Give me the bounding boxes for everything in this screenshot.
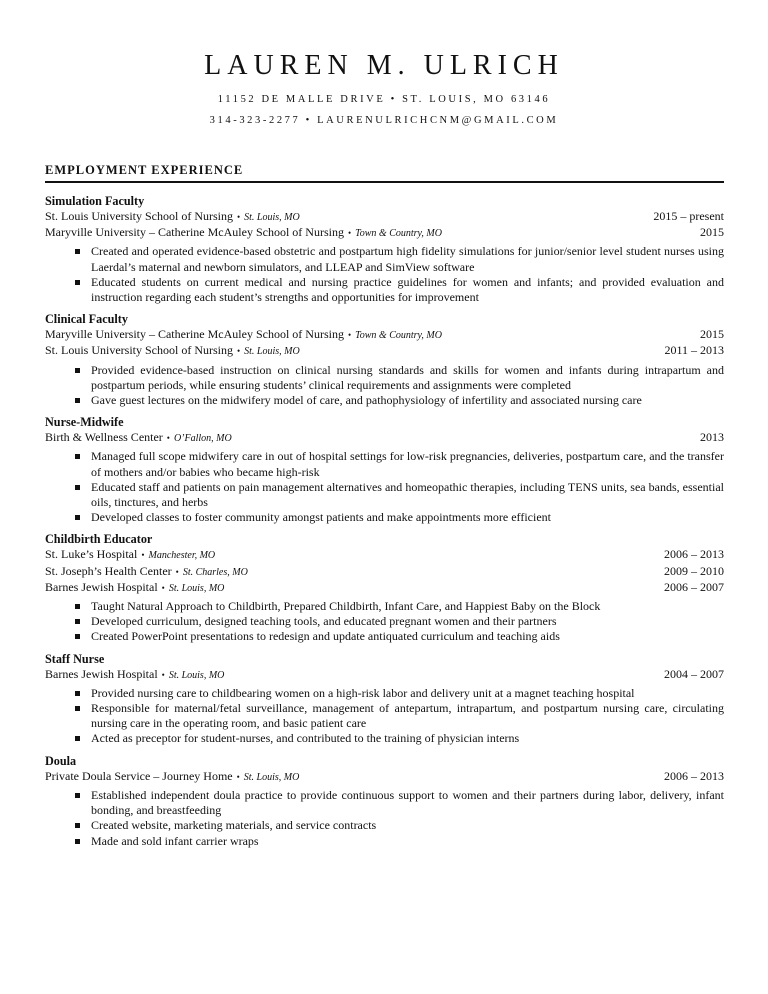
job-title: Clinical Faculty <box>45 312 128 327</box>
bullet-text: Developed classes to foster community amongst patients and make appointments more efficient <box>91 510 551 525</box>
bullet-text: Educated staff and patients on pain management alternatives and homeopathic therapies, including TENS units, sea bands, essential oils, tinctures, and herbs <box>91 479 724 510</box>
date-range: 2015 <box>700 327 724 342</box>
square-bullet-icon <box>75 398 80 403</box>
square-bullet-icon <box>75 839 80 844</box>
position-org-group <box>45 564 248 580</box>
bullet-item <box>45 788 724 818</box>
bullet-text: Responsible for maternal/fetal surveillance, management of antepartum, intrapartum, and postpartum nursing care, circulating nursing care in the operating room, and basic patient care <box>91 701 724 731</box>
address-line: 11152 DE MALLE DRIVE • ST. LOUIS, MO 63146 <box>217 94 551 105</box>
organization-name: St. Louis University School of Nursing <box>45 343 233 358</box>
resume-name: LAUREN M. ULRICH <box>204 50 564 81</box>
location: St. Louis, MO <box>168 582 225 594</box>
position-org-group <box>45 209 300 225</box>
section-title: EMPLOYMENT EXPERIENCE <box>45 163 244 177</box>
position-line <box>45 564 724 580</box>
organization-name: St. Louis University School of Nursing <box>45 209 233 223</box>
separator-dot: • <box>161 582 165 593</box>
position-org-group <box>45 430 232 446</box>
date-range: 2006 – 2007 <box>664 579 724 594</box>
square-bullet-icon <box>75 604 80 609</box>
date-range: 2015 <box>700 225 724 240</box>
bullet-item <box>45 834 724 849</box>
position-line <box>45 225 724 241</box>
job-title: Staff Nurse <box>45 651 105 666</box>
bullet-text: Provided evidence-based instruction on clinical nursing standards and skills for women and infants during intrapartum and postpartum periods, while ensuring students’ clinical requirements and assignments were completed <box>91 362 724 392</box>
organization-name: Maryville University – Catherine McAuley School of Nursing <box>45 225 344 240</box>
square-bullet-icon <box>75 823 80 828</box>
location: St. Louis, MO <box>168 669 225 681</box>
square-bullet-icon <box>75 634 80 639</box>
position-org-group <box>45 769 299 785</box>
position-line <box>45 327 724 343</box>
square-bullet-icon <box>75 515 80 520</box>
bullet-text: Taught Natural Approach to Childbirth, Prepared Childbirth, Infant Care, and Happiest Baby on the Block <box>91 599 601 614</box>
bullet-text: Developed curriculum, designed teaching tools, and educated pregnant women and their partners <box>91 614 557 629</box>
square-bullet-icon <box>75 736 80 741</box>
separator-dot: • <box>236 771 240 782</box>
bullet-item <box>45 701 724 731</box>
separator-dot: • <box>166 433 170 444</box>
separator-dot: • <box>161 669 165 680</box>
job-title: Simulation Faculty <box>45 194 145 208</box>
organization-name: Barnes Jewish Hospital <box>45 666 158 681</box>
square-bullet-icon <box>75 619 80 624</box>
date-range: 2011 – 2013 <box>664 343 724 358</box>
date-range: 2013 <box>700 430 724 445</box>
square-bullet-icon <box>75 368 80 373</box>
organization-name: St. Joseph’s Health Center <box>45 563 172 578</box>
bullet-item <box>45 614 724 629</box>
position-org-group <box>45 667 224 683</box>
date-range: 2009 – 2010 <box>664 563 724 578</box>
bullet-item <box>45 275 724 305</box>
location: St. Charles, MO <box>182 566 248 578</box>
bullet-item <box>45 244 724 274</box>
square-bullet-icon <box>75 691 80 696</box>
bullet-list <box>45 363 724 409</box>
position-org-group <box>45 327 442 343</box>
bullet-item <box>45 363 724 393</box>
organization-name: St. Luke’s Hospital <box>45 547 138 562</box>
bullet-text: Gave guest lectures on the midwifery model of care, and pathophysiology of infertility and associated nursing care <box>91 393 642 408</box>
position-line <box>45 769 724 785</box>
bullet-list <box>45 244 724 305</box>
separator-dot: • <box>141 550 145 561</box>
location: Town & Country, MO <box>355 330 442 342</box>
job-entry <box>45 753 724 849</box>
position-line <box>45 667 724 683</box>
job-title: Childbirth Educator <box>45 532 153 547</box>
bullet-text: Made and sold infant carrier wraps <box>91 833 259 848</box>
square-bullet-icon <box>75 485 80 490</box>
bullet-text: Created and operated evidence-based obstetric and postpartum high fidelity simulations for junior/senior level student nurses using Laerdal’s maternal and newborn simulators, and LLEAP and SimView software <box>91 244 724 274</box>
position-org-group <box>45 343 300 359</box>
organization-name: Birth & Wellness Center <box>45 430 163 445</box>
section-divider <box>45 181 724 183</box>
bullet-list <box>45 449 724 525</box>
employment-list <box>45 193 724 855</box>
bullet-list <box>45 599 724 645</box>
organization-name: Maryville University – Catherine McAuley School of Nursing <box>45 327 344 342</box>
organization-name: Barnes Jewish Hospital <box>45 579 158 594</box>
position-line <box>45 430 724 446</box>
location: St. Louis, MO <box>244 346 300 358</box>
separator-dot: • <box>237 346 241 357</box>
job-entry <box>45 193 724 305</box>
separator-dot: • <box>175 566 179 577</box>
position-line <box>45 547 724 563</box>
square-bullet-icon <box>75 706 80 711</box>
job-entry <box>45 531 724 644</box>
bullet-item <box>45 686 724 701</box>
position-line <box>45 580 724 596</box>
position-org-group <box>45 580 224 596</box>
location: St. Louis, MO <box>244 212 300 223</box>
bullet-text: Managed full scope midwifery care in out of hospital settings for low-risk pregnancies, deliveries, postpartum care, and the transfer of mothers and/or babies who became high-risk <box>91 449 724 479</box>
organization-name: Private Doula Service – Journey Home <box>45 768 233 783</box>
bullet-item <box>45 449 724 479</box>
location: Manchester, MO <box>148 550 216 562</box>
bullet-list <box>45 788 724 849</box>
contact-line: 314-323-2277 • LAURENULRICHCNM@GMAIL.COM <box>209 115 559 126</box>
location: St. Louis, MO <box>243 771 300 783</box>
job-entry <box>45 311 724 408</box>
separator-dot: • <box>237 212 241 222</box>
square-bullet-icon <box>75 454 80 459</box>
bullet-item <box>45 731 724 746</box>
location: O’Fallon, MO <box>173 433 232 445</box>
bullet-item <box>45 393 724 408</box>
bullet-text: Acted as preceptor for student-nurses, and contributed to the training of physician interns <box>91 731 520 746</box>
separator-dot: • <box>347 228 352 239</box>
date-range: 2006 – 2013 <box>664 547 724 562</box>
job-entry <box>45 651 724 747</box>
bullet-item <box>45 599 724 614</box>
position-line <box>45 209 724 225</box>
location: Town & Country, MO <box>355 228 442 240</box>
bullet-item <box>45 629 724 644</box>
bullet-item <box>45 510 724 525</box>
date-range: 2015 – present <box>653 209 724 223</box>
job-title: Doula <box>45 753 77 768</box>
separator-dot: • <box>347 330 352 341</box>
job-title: Nurse-Midwife <box>45 415 124 430</box>
bullet-list <box>45 686 724 747</box>
bullet-text: Established independent doula practice to provide continuous support to women and their partners during labor, delivery, infant bonding, and breastfeeding <box>91 787 724 818</box>
bullet-item <box>45 480 724 510</box>
bullet-text: Created website, marketing materials, and service contracts <box>91 818 377 833</box>
bullet-text: Educated students on current medical and nursing practice guidelines for women and infants; and provided evaluation and instruction regarding each student’s strengths and opportunities for improvement <box>91 274 724 305</box>
date-range: 2006 – 2013 <box>664 768 724 783</box>
bullet-text: Created PowerPoint presentations to redesign and update antiquated curriculum and teaching aids <box>91 629 560 644</box>
date-range: 2004 – 2007 <box>664 666 724 681</box>
square-bullet-icon <box>75 249 80 254</box>
job-entry <box>45 414 724 525</box>
position-org-group <box>45 225 442 241</box>
position-org-group <box>45 547 215 563</box>
square-bullet-icon <box>75 280 80 285</box>
bullet-text: Provided nursing care to childbearing women on a high-risk labor and delivery unit at a magnet teaching hospital <box>91 685 635 700</box>
square-bullet-icon <box>75 793 80 798</box>
position-line <box>45 343 724 359</box>
bullet-item <box>45 818 724 833</box>
